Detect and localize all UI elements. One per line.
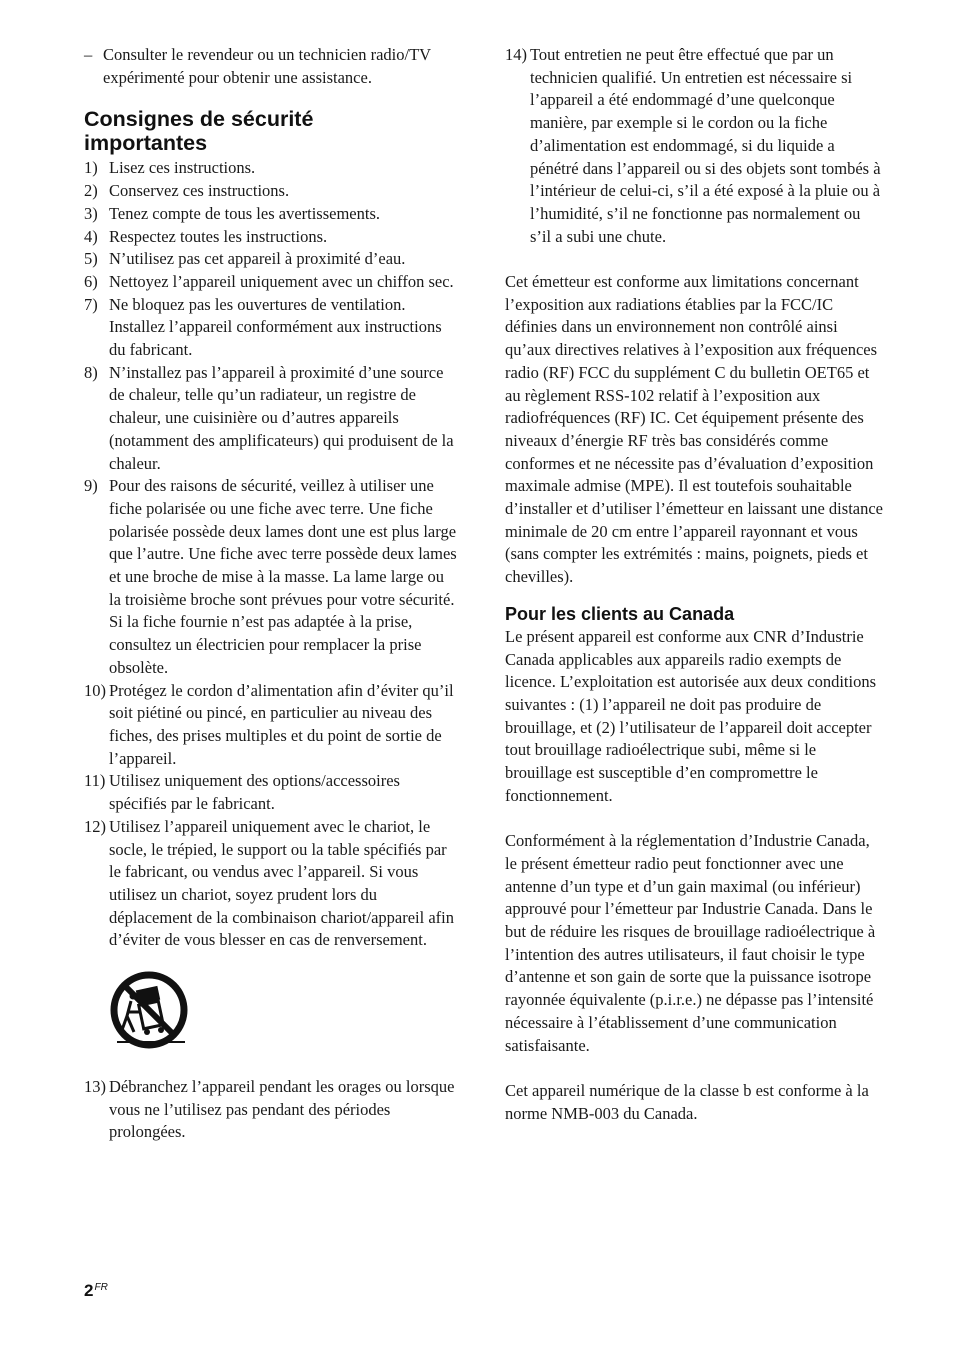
- dash-mark: –: [84, 45, 93, 64]
- list-item: 8) N’installez pas l’appareil à proximité d’une source de chaleur, telle qu’un radiateur, un registre de chaleur, une cuisinière ou d’autres appareils (notamment des amplificateurs) qui produisent de la chaleur.: [84, 362, 454, 473]
- fcc-paragraph: Cet émetteur est conforme aux limitations concernant l’exposition aux radiations établies par la FCC/IC définies dans un environnement non contrôlé ainsi qu’aux directives relatives à l’exposition aux fréquences radio (RF) FCC du supplément C du bulletin OET65 et au règlement RSS-102 relatif à l’exposition aux radiofréquences (RF) IC. Cet équipement présente des niveaux d’énergie RF très bas considérés comme conformes et ne nécessite pas d’évaluation d’exposition maximale admise (MPE). Il est toutefois souhaitable d’installer et d’utiliser l’émetteur en laissant une distance minimale de 20 cm entre l’appareil rayonnant et vous (sans compter les extrémités : mains, poignets, pieds et chevilles).: [505, 272, 883, 587]
- canada-paragraph-3: Cet appareil numérique de la classe b est conforme à la norme NMB-003 du Canada.: [505, 1080, 869, 1123]
- list-item: 14) Tout entretien ne peut être effectué que par un technicien qualifié. Un entretien est nécessaire si l’appareil a été endommagé d’une quelconque manière, par exemple si le cordon ou la fiche d’alimentation est endommagé, si du liquide a pénétré dans l’appareil ou si des objets sont tombés à l’intérieur de celui-ci, s’il a été exposé à la pluie ou à l’humidité, s’il ne fonctionne pas normalement ou s’il a subi une chute.: [505, 45, 881, 246]
- list-item: 3) Tenez compte de tous les avertissements.: [84, 203, 381, 223]
- canada-paragraph-1: Le présent appareil est conforme aux CNR d’Industrie Canada applicables aux appareils radio exempts de licence. L’exploitation est autorisée aux deux conditions suivantes : (1) l’appareil ne doit pas produire de brouillage, et (2) l’utilisateur de l’appareil doit accepter tout brouillage radioélectrique subi, même si le brouillage est susceptible d’en compromettre le fonctionnement.: [505, 626, 876, 805]
- intro-text: Consulter le revendeur ou un technicien radio/TV expérimenté pour obtenir une assistance.: [103, 45, 431, 87]
- list-item: 4) Respectez toutes les instructions.: [84, 226, 328, 246]
- list-item: 13) Débranchez l’appareil pendant les orages ou lorsque vous ne l’utilisez pas pendant des périodes prolongées.: [84, 1077, 455, 1142]
- page-number: $2^{FR}$: [84, 1281, 108, 1300]
- list-item: 7) Ne bloquez pas les ouvertures de ventilation. Installez l’appareil conformément aux instructions du fabricant.: [84, 294, 442, 360]
- safety-list-right: [505, 44, 883, 248]
- list-item: 12) Utilisez l’appareil uniquement avec le chariot, le socle, le trépied, le support ou la table spécifiés par le fabricant, ou vendus avec l’appareil. Si vous utilisez un chariot, soyez prudent lors du déplacement de la combinaison chariot/appareil afin d’éviter de vous blesser en cas de renversement.: [84, 816, 454, 950]
- safety-list: [84, 157, 460, 952]
- list-item: 6) Nettoyez l’appareil uniquement avec un chiffon sec.: [84, 271, 454, 291]
- list-item: 10) Protégez le cordon d’alimentation afin d’éviter qu’il soit piétiné ou pincé, en particulier au niveau des fiches, des prises multiples et du point de sortie de l’appareil.: [84, 680, 454, 768]
- canada-heading: Pour les clients au Canada: [505, 603, 735, 624]
- page-lang: FR: [94, 1282, 108, 1293]
- list-item: 5) N’utilisez pas cet appareil à proximité d’eau.: [84, 249, 406, 269]
- cart-tip-over-warning-icon: [84, 952, 460, 1076]
- right-column: [505, 44, 883, 1125]
- list-item: 11) Utilisez uniquement des options/accessoires spécifiés par le fabricant.: [84, 771, 400, 814]
- list-item: 2) Conservez ces instructions.: [84, 181, 290, 201]
- list-item: 1) Lisez ces instructions.: [84, 158, 256, 178]
- list-item: 9) Pour des raisons de sécurité, veillez à utiliser une fiche polarisée ou une fiche avec terre. Une fiche polarisée possède deux lames dont une est plus large que l’autre. Une fiche avec terre possède deux lames et une broche de mise à la masse. La lame large ou la troisième broche sont prévues pour votre sécurité. Si la fiche fournie n’est pas adaptée à la prise, consultez un électricien pour remplacer la prise obsolète.: [84, 476, 457, 677]
- safety-list-continued: [84, 1076, 460, 1144]
- left-column: [84, 44, 460, 1144]
- intro-dash-item: [84, 44, 460, 89]
- safety-heading: Consignes de sécurité importantes: [84, 107, 314, 156]
- canada-paragraph-2: Conformément à la réglementation d’Industrie Canada, le présent émetteur radio peut fonctionner avec une antenne d’un type et d’un gain maximal (ou inférieur) approuvé pour l’émetteur par Industrie Canada. Dans le but de réduire les risques de brouillage radioélectrique à l’intention des autres utilisateurs, il faut choisir le type d’antenne et son gain de sorte que la puissance isotrope rayonnée équivalente (p.i.r.e.) ne dépasse pas l’intensité nécessaire à l’établissement d’une communication satisfaisante.: [505, 831, 876, 1055]
